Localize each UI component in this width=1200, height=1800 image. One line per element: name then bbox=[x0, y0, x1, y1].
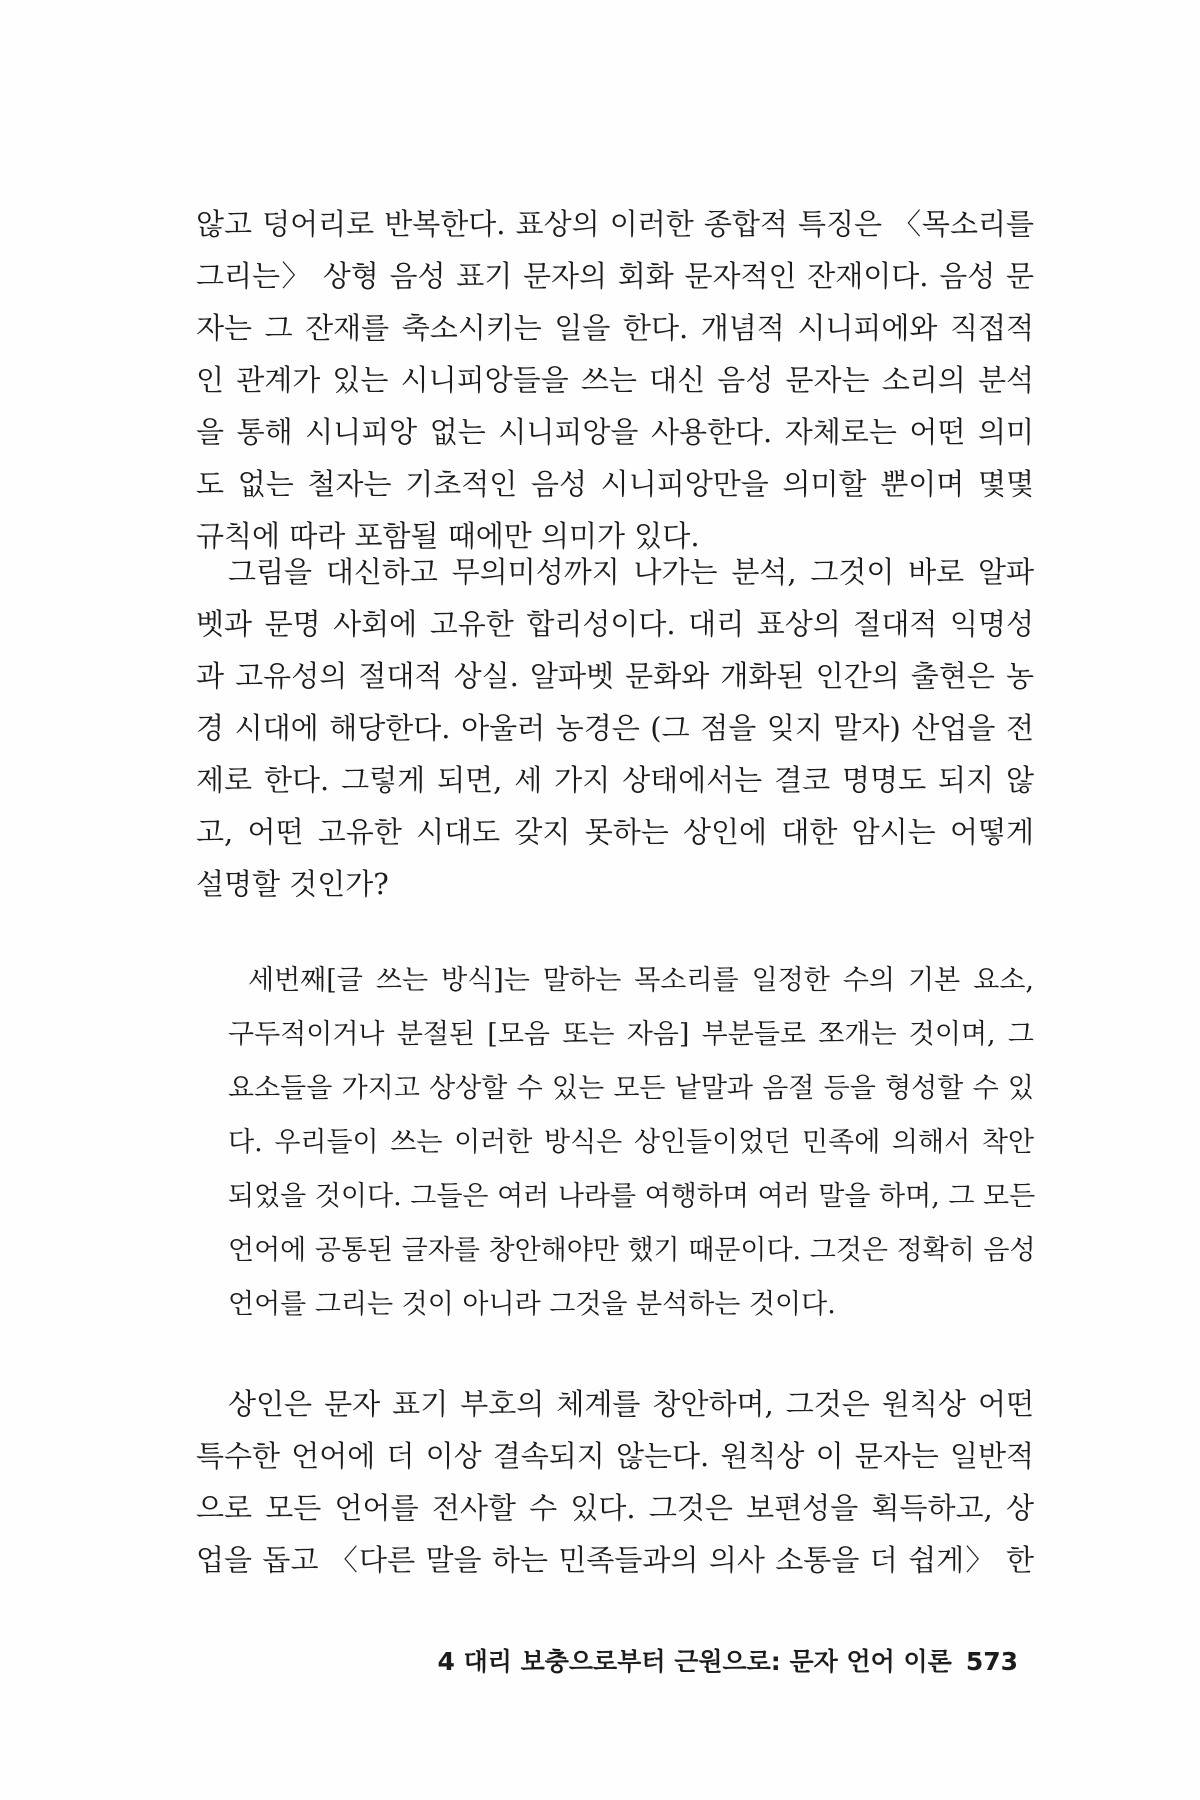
text-line: 과 고유성의 절대적 상실. 알파벳 문화와 개화된 인간의 출현은 농 bbox=[196, 659, 1034, 693]
text-line: 제로 한다. 그렇게 되면, 세 가지 상태에서는 결코 명명도 되지 않 bbox=[196, 763, 1034, 797]
text-line: 인 관계가 있는 시니피앙들을 쓰는 대신 음성 문자는 소리의 분석 bbox=[196, 363, 1034, 397]
body-paragraph-3 bbox=[196, 1378, 1034, 1586]
quote-line: 언어를 그리는 것이 아니라 그것을 분석하는 것이다. bbox=[228, 1289, 836, 1320]
text-line: 으로 모든 언어를 전사할 수 있다. 그것은 보편성을 획득하고, 상 bbox=[196, 1491, 1034, 1525]
text-line: 특수한 언어에 더 이상 결속되지 않는다. 원칙상 이 문자는 일반적 bbox=[196, 1439, 1034, 1473]
text-line: 그리는〉 상형 음성 표기 문자의 회화 문자적인 잔재이다. 음성 문 bbox=[196, 259, 1034, 293]
text-line: 않고 덩어리로 반복한다. 표상의 이러한 종합적 특징은 〈목소리를 bbox=[196, 207, 1034, 241]
block-quote bbox=[228, 954, 1034, 1332]
text-line: 경 시대에 해당한다. 아울러 농경은 (그 점을 잊지 말자) 산업을 전 bbox=[196, 711, 1034, 745]
quote-line: 구두적이거나 분절된 [모음 또는 자음] 부분들로 쪼개는 것이며, 그 bbox=[228, 1019, 1034, 1050]
quote-line: 언어에 공통된 글자를 창안해야만 했기 때문이다. 그것은 정확히 음성 bbox=[228, 1235, 1036, 1266]
text-line: 자는 그 잔재를 축소시키는 일을 한다. 개념적 시니피에와 직접적 bbox=[196, 311, 1034, 345]
page-number: 573 bbox=[965, 1647, 1018, 1676]
page-footer bbox=[437, 1642, 1018, 1678]
quote-line: 다. 우리들이 쓰는 이러한 방식은 상인들이었던 민족에 의해서 착안 bbox=[228, 1127, 1034, 1158]
text-line: 도 없는 철자는 기초적인 음성 시니피앙만을 의미할 뿐이며 몇몇 bbox=[196, 467, 1034, 501]
text-line: 고, 어떤 고유한 시대도 갖지 못하는 상인에 대한 암시는 어떻게 bbox=[196, 815, 1034, 849]
quote-line: 세번째[글 쓰는 방식]는 말하는 목소리를 일정한 수의 기본 요소, bbox=[248, 965, 1034, 996]
quote-line: 되었을 것이다. 그들은 여러 나라를 여행하며 여러 말을 하며, 그 모든 bbox=[228, 1181, 1036, 1212]
text-line: 벳과 문명 사회에 고유한 합리성이다. 대리 표상의 절대적 익명성 bbox=[196, 607, 1034, 641]
text-line: 그림을 대신하고 무의미성까지 나가는 분석, 그것이 바로 알파 bbox=[228, 555, 1034, 589]
body-paragraph-2 bbox=[196, 546, 1034, 910]
text-line: 상인은 문자 표기 부호의 체계를 창안하며, 그것은 원칙상 어떤 bbox=[228, 1387, 1034, 1421]
running-head: 4 대리 보충으로부터 근원으로: 문자 언어 이론 bbox=[437, 1647, 952, 1676]
quote-line: 요소들을 가지고 상상할 수 있는 모든 낱말과 음절 등을 형성할 수 있 bbox=[228, 1073, 1034, 1104]
text-line: 을 통해 시니피앙 없는 시니피앙을 사용한다. 자체로는 어떤 의미 bbox=[196, 415, 1034, 449]
text-line: 규칙에 따라 포함될 때에만 의미가 있다. bbox=[196, 519, 700, 553]
text-line: 설명할 것인가? bbox=[196, 867, 389, 901]
text-line: 업을 돕고 〈다른 말을 하는 민족들과의 의사 소통을 더 쉽게〉 한 bbox=[196, 1543, 1034, 1577]
body-paragraph-1 bbox=[196, 198, 1034, 562]
